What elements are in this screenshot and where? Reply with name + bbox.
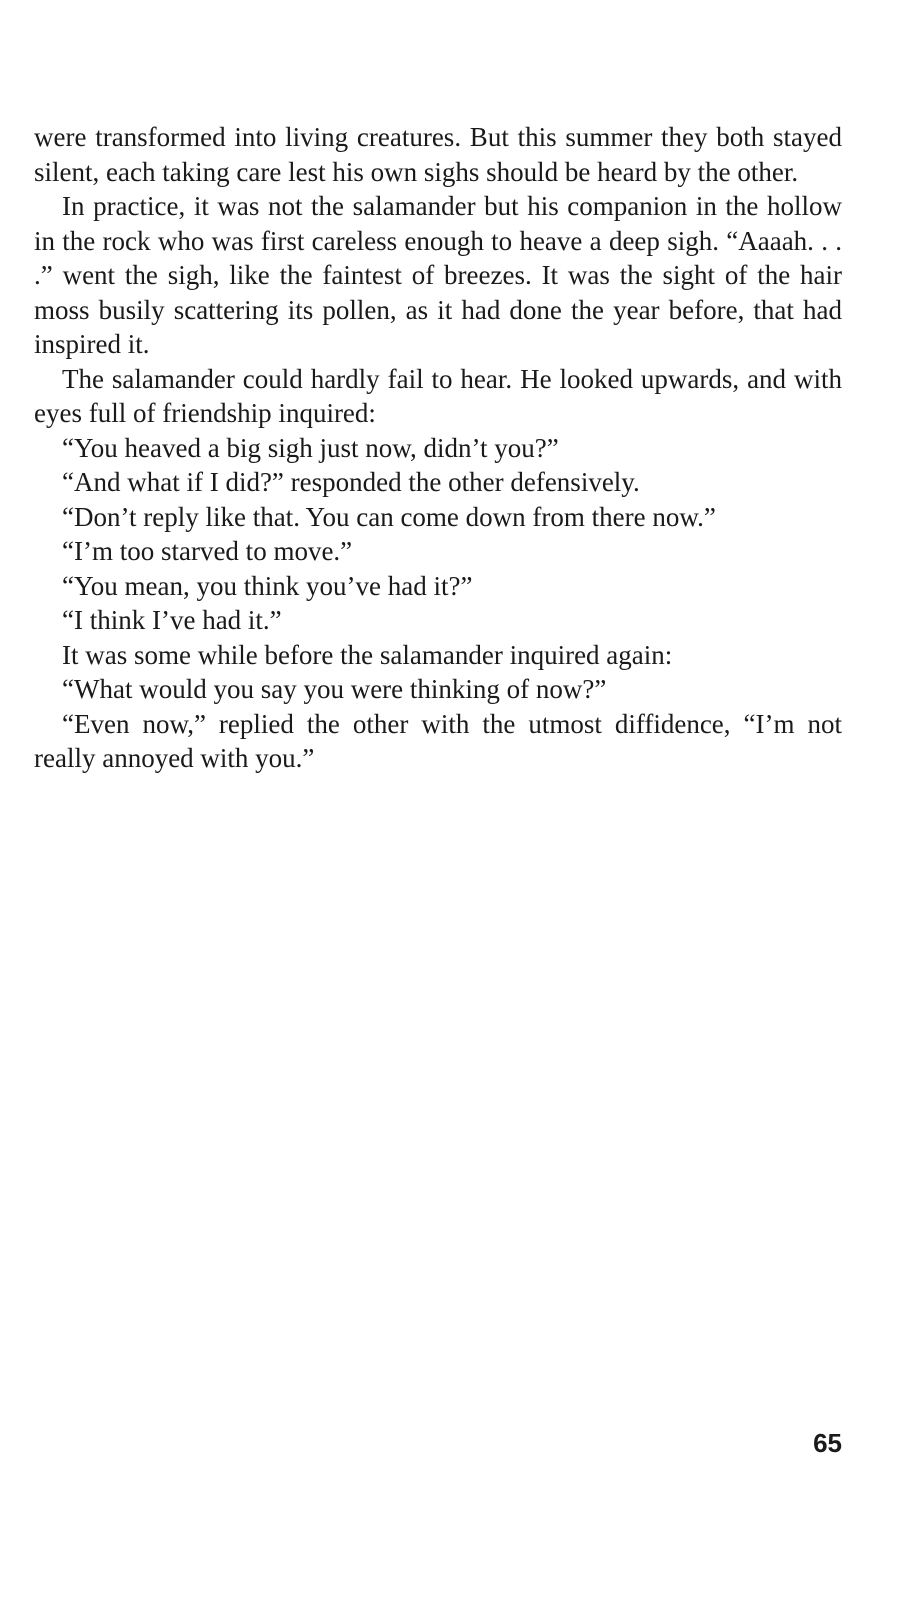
paragraph-12: “Even now,” replied the other with the utmost diffidence, “I’m not really annoyed with you.” — [34, 708, 842, 773]
paragraph-4: “You heaved a big sigh just now, didn’t you?” — [62, 432, 559, 463]
paragraph-1: were transformed into living creatures. But this summer they both stayed silent, each taking care lest his own sighs should be heard by the other. — [34, 122, 842, 187]
page-number: 65 — [813, 1428, 842, 1458]
paragraph-5: “And what if I did?” responded the other defensively. — [62, 467, 640, 497]
body-text — [34, 120, 842, 776]
paragraph-7: “I’m too starved to move.” — [62, 536, 353, 566]
paragraph-8: “You mean, you think you’ve had it?” — [62, 570, 473, 601]
paragraph-2: In practice, it was not the salamander but his companion in the hollow in the rock who was first careless enough to heave a deep sigh. “Aaaah. . . .” went the sigh, like the faintest of breezes. It was the sight of the hair moss busily scattering its pollen, as it had done the year before, that had inspired it. — [34, 191, 842, 359]
paragraph-6: “Don’t reply like that. You can come down from there now.” — [62, 501, 716, 532]
paragraph-9: “I think I’ve had it.” — [62, 605, 282, 635]
paragraph-3: The salamander could hardly fail to hear. He looked upwards, and with eyes full of friendship inquired: — [34, 363, 842, 428]
paragraph-11: “What would you say you were thinking of now?” — [62, 674, 607, 704]
paragraph-10: It was some while before the salamander inquired again: — [62, 639, 673, 670]
